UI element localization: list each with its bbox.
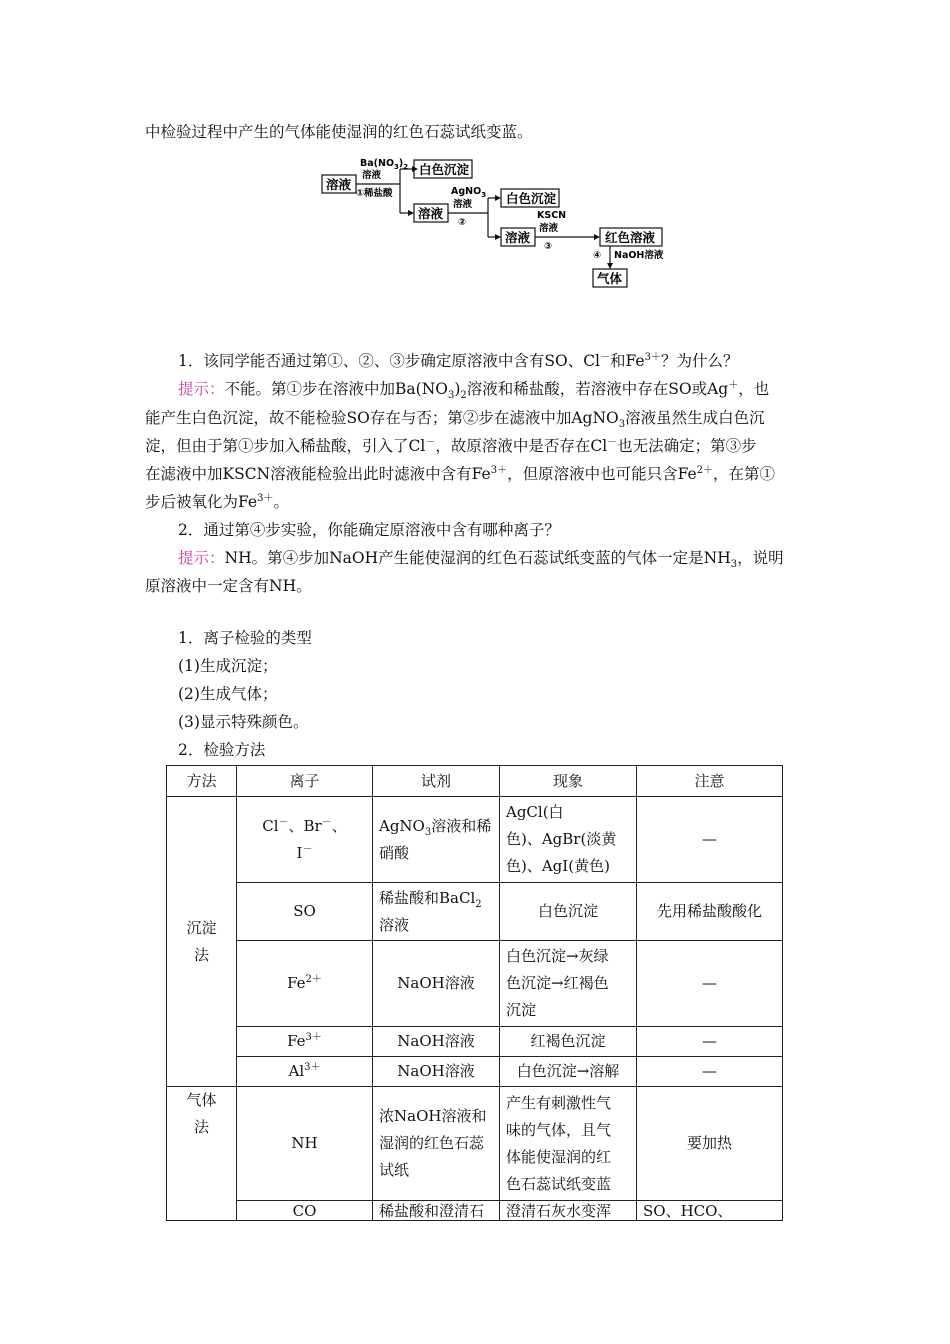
flow-step-2: ② [458, 217, 467, 228]
flow-reagent-3-formula: KSCN [537, 210, 567, 221]
phenomenon: 澄清石灰水变浑 [500, 1201, 637, 1221]
reagent: NaOH溶液 [373, 1057, 500, 1087]
note: — [637, 1057, 783, 1087]
table-header-row [167, 766, 783, 797]
reagent-bacl2: 稀盐酸和BaCl$_2$ 溶液 [373, 883, 500, 941]
flow-reagent-4: NaOH溶液 [614, 250, 664, 261]
answer-2-line-1: 提示：NH。第④步加NaOH产生能使湿润的红色石蕊试纸变蓝的气体一定是$NH_3$，说明 [178, 549, 784, 571]
flow-reagent-1-formula: $Ba(NO_3)_2$ [360, 158, 409, 171]
note: 先用稀盐酸酸化 [637, 883, 783, 941]
ion-sulfate: SO [237, 883, 373, 941]
note: SO、HCO、 [637, 1201, 783, 1221]
answer-1-line-4: 在滤液中加KSCN溶液能检验出此时滤液中含有$Fe^{3+}$，但原溶液中也可能只含$Fe^{2+}$，在第① [145, 464, 776, 483]
phenomenon: 白色沉淀→溶解 [500, 1057, 637, 1087]
table-row [167, 883, 783, 941]
flow-text-gas: 气体 [597, 271, 623, 286]
experiment-flowchart [318, 155, 678, 290]
answer-1-line-5: 步后被氧化为$Fe^{3+}$。 [145, 492, 289, 511]
flow-reagent-2-formula: AgNO$_3$ [451, 186, 487, 199]
table-row [167, 941, 783, 1027]
reagent: 稀盐酸和澄清石 [373, 1201, 500, 1221]
header-ion: 离子 [237, 766, 373, 797]
table-row [167, 1057, 783, 1087]
section-2-title: 2．检验方法 [178, 741, 266, 759]
reagent-agno3: AgNO$_3$溶液和稀 硝酸 [373, 797, 500, 883]
phenomenon: 白色沉淀 [500, 883, 637, 941]
hint-label: 提示： [178, 549, 225, 567]
header-note: 注意 [637, 766, 783, 797]
flow-text-solution-start: 溶液 [326, 177, 352, 192]
answer-1-line-1: 提示：不能。第①步在溶液中加$Ba(NO_3)_2$溶液和稀盐酸，若溶液中存在SO或Ag＋，也 [178, 379, 770, 402]
flow-text-red-solution: 红色溶液 [605, 230, 656, 245]
section-1-item: (2)生成气体； [178, 685, 278, 703]
table-row [167, 797, 783, 883]
ion-fe2: $Fe^{2+}$ [237, 941, 373, 1027]
reagent: NaOH溶液 [373, 1027, 500, 1057]
table-row [167, 1027, 783, 1057]
method-gas: 气体 法 [167, 1087, 237, 1221]
section-1-title: 1．离子检验的类型 [178, 629, 312, 647]
header-method: 方法 [167, 766, 237, 797]
table-row [167, 1201, 783, 1221]
answer-2-line-2: 原溶液中一定含有NH。 [145, 577, 312, 595]
phenomenon: 红褐色沉淀 [500, 1027, 637, 1057]
flow-reagent-1-solution: 溶液 [362, 170, 382, 181]
header-phenomenon: 现象 [500, 766, 637, 797]
phenomenon: 白色沉淀→灰绿 色沉淀→红褐色 沉淀 [500, 941, 637, 1027]
phenomenon: 产生有刺激性气 味的气体，且气 体能使湿润的红 色石蕊试纸变蓝 [500, 1087, 637, 1201]
ion-carbonate: CO [237, 1201, 373, 1221]
note: — [637, 1027, 783, 1057]
ion-ammonium: NH [237, 1087, 373, 1201]
hint-label: 提示： [178, 380, 225, 398]
flow-step-4: ④ [593, 250, 602, 261]
flow-text-solution-3: 溶液 [505, 230, 531, 245]
table-row [167, 1087, 783, 1201]
header-reagent: 试剂 [373, 766, 500, 797]
flow-text-solution-2: 溶液 [418, 206, 444, 221]
ion-test-table [166, 765, 783, 1221]
answer-1-line-2: 能产生白色沉淀，故不能检验SO存在与否；第②步在滤液中加AgNO$_3$溶液虽然生成白色沉 [145, 409, 765, 431]
note: — [637, 941, 783, 1027]
question-1: 1．该同学能否通过第①、②、③步确定原溶液中含有SO、Cl－和$Fe^{3+}$？为什么？ [178, 351, 739, 370]
section-1-item: (3)显示特殊颜色。 [178, 713, 309, 731]
reagent: NaOH溶液 [373, 941, 500, 1027]
phenomenon-silver-halides: AgCl(白 色)、AgBr(淡黄 色)、AgI(黄色) [500, 797, 637, 883]
ion-halides: Cl－、Br－、 I－ [237, 797, 373, 883]
note: 要加热 [637, 1087, 783, 1201]
flow-step-3: ③ [544, 241, 553, 252]
flow-text-white-ppt-2: 白色沉淀 [506, 191, 557, 206]
section-1-item: (1)生成沉淀； [178, 657, 278, 675]
method-precipitation: 沉淀 法 [167, 797, 237, 1087]
intro-line: 中检验过程中产生的气体能使湿润的红色石蕊试纸变蓝。 [145, 123, 533, 141]
answer-1-line-3: 淀，但由于第①步加入稀盐酸，引入了Cl－，故原溶液中是否存在Cl－也无法确定；第③步 [145, 436, 757, 455]
flow-step-1-label: ①稀盐酸 [356, 188, 393, 199]
question-2: 2．通过第④步实验，你能确定原溶液中含有哪种离子？ [178, 521, 560, 539]
note: — [637, 797, 783, 883]
ion-al3: $Al^{3+}$ [237, 1057, 373, 1087]
reagent: 浓NaOH溶液和 湿润的红色石蕊 试纸 [373, 1087, 500, 1201]
flow-text-white-ppt-1: 白色沉淀 [419, 162, 470, 177]
flow-reagent-3-solution: 溶液 [539, 223, 559, 234]
ion-fe3: $Fe^{3+}$ [237, 1027, 373, 1057]
flow-reagent-2-solution: 溶液 [453, 199, 473, 210]
